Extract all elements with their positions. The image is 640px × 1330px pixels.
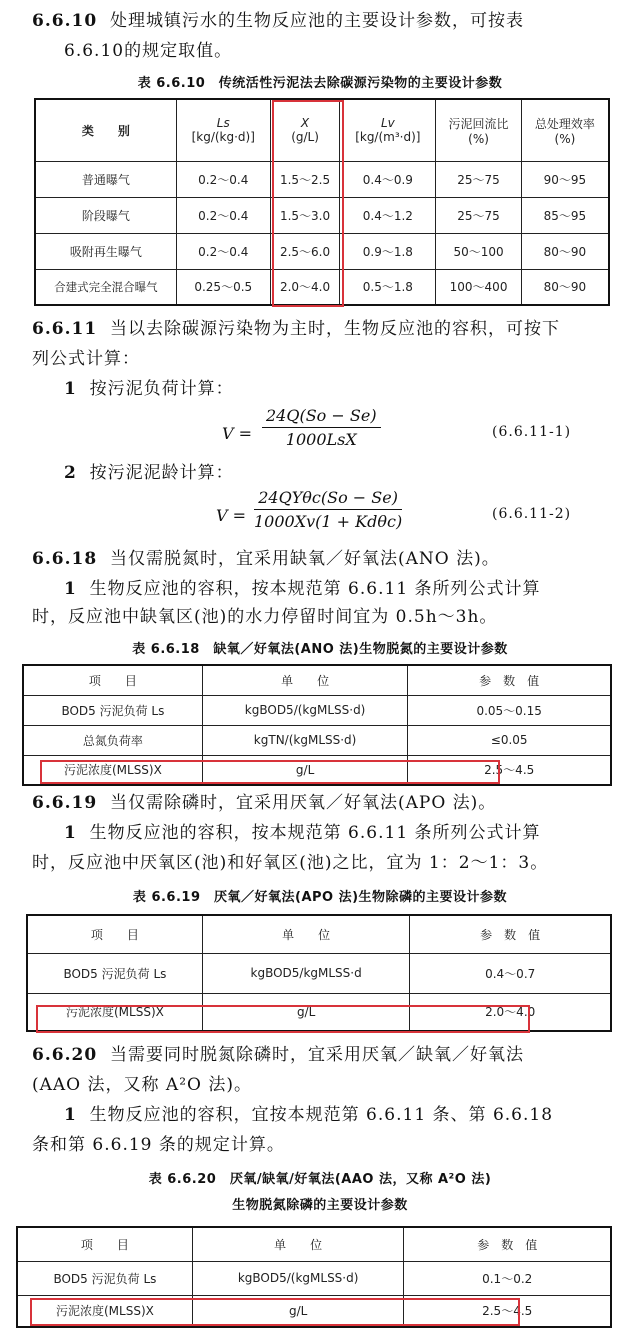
cell-lv: 0.4～0.9 bbox=[340, 161, 436, 197]
table-row bbox=[35, 269, 609, 305]
formula-1-denominator: 1000LsX bbox=[285, 430, 357, 449]
header-ls: Ls [kg/(kg·d)] bbox=[176, 99, 270, 161]
cell-item: 污泥浓度(MLSS)X bbox=[27, 993, 202, 1031]
table-header-row bbox=[23, 665, 611, 695]
header-return-ratio: 污泥回流比 (%) bbox=[436, 99, 522, 161]
section-number: 6.6.11 bbox=[32, 319, 98, 339]
table-caption: 表 6.6.20 厌氧/缺氧/好氧法(AAO 法，又称 A²O 法) bbox=[148, 1172, 492, 1187]
cell-ls: 0.2～0.4 bbox=[176, 233, 270, 269]
table-6-6-20 bbox=[16, 1226, 612, 1328]
cell-value: ≤0.05 bbox=[408, 725, 611, 755]
formula-2-numerator: 24QYθc(So − Se) bbox=[254, 488, 402, 510]
cell-x: 1.5～2.5 bbox=[270, 161, 340, 197]
cell-item: BOD5 污泥负荷 Ls bbox=[23, 695, 202, 725]
cell-type: 合建式完全混合曝气 bbox=[35, 269, 176, 305]
cell-type: 普通曝气 bbox=[35, 161, 176, 197]
cell-type: 阶段曝气 bbox=[35, 197, 176, 233]
header-item: 项 目 bbox=[23, 665, 202, 695]
cell-r: 25～75 bbox=[436, 197, 522, 233]
cell-r: 50～100 bbox=[436, 233, 522, 269]
cell-type: 吸附再生曝气 bbox=[35, 233, 176, 269]
cell-value: 0.1～0.2 bbox=[404, 1261, 611, 1295]
header-item: 项 目 bbox=[17, 1227, 192, 1261]
cell-ls: 0.25～0.5 bbox=[176, 269, 270, 305]
list-item: 1 按污泥负荷计算： bbox=[64, 379, 234, 399]
table-row bbox=[17, 1261, 611, 1295]
table-6-6-18 bbox=[22, 664, 612, 786]
table-header-row bbox=[17, 1227, 611, 1261]
cell-unit: g/L bbox=[202, 755, 408, 785]
table-row bbox=[23, 725, 611, 755]
list-item: 1 生物反应池的容积，按本规范第 6.6.11 条所列公式计算 bbox=[64, 823, 541, 843]
table-row bbox=[35, 161, 609, 197]
section-text: 当仅需除磷时，宜采用厌氧／好氧法(APO 法)。 bbox=[109, 793, 497, 813]
section-number: 6.6.20 bbox=[32, 1045, 98, 1065]
table-caption: 表 6.6.19 厌氧／好氧法(APO 法)生物除磷的主要设计参数 bbox=[132, 890, 508, 905]
section-number: 6.6.18 bbox=[32, 549, 98, 569]
cell-r: 25～75 bbox=[436, 161, 522, 197]
table-header-row bbox=[35, 99, 609, 161]
header-unit: 单 位 bbox=[202, 915, 410, 953]
section-text-cont: (AAO 法，又称 A²O 法)。 bbox=[32, 1075, 252, 1095]
formula-2-lhs: V = bbox=[216, 506, 247, 525]
section-6-6-18 bbox=[32, 546, 500, 572]
header-x: X (g/L) bbox=[270, 99, 340, 161]
section-6-6-10 bbox=[32, 8, 524, 34]
cell-unit: kgBOD5/kgMLSS·d bbox=[202, 953, 410, 993]
cell-unit: g/L bbox=[192, 1295, 404, 1327]
section-text: 当以去除碳源污染物为主时，生物反应池的容积，可按下 bbox=[109, 319, 560, 339]
cell-unit: kgBOD5/(kgMLSS·d) bbox=[192, 1261, 404, 1295]
cell-item: 污泥浓度(MLSS)X bbox=[23, 755, 202, 785]
section-number: 6.6.19 bbox=[32, 793, 98, 813]
section-text: 当仅需脱氮时，宜采用缺氧／好氧法(ANO 法)。 bbox=[109, 549, 500, 569]
table-row bbox=[27, 953, 611, 993]
section-6-6-11 bbox=[32, 316, 560, 342]
cell-r: 100～400 bbox=[436, 269, 522, 305]
cell-item: BOD5 污泥负荷 Ls bbox=[27, 953, 202, 993]
cell-unit: kgTN/(kgMLSS·d) bbox=[202, 725, 408, 755]
formula-1-lhs: V = bbox=[222, 424, 253, 443]
section-text: 当需要同时脱氮除磷时，宜采用厌氧／缺氧／好氧法 bbox=[109, 1045, 524, 1065]
cell-lv: 0.4～1.2 bbox=[340, 197, 436, 233]
table-header-row bbox=[27, 915, 611, 953]
cell-e: 80～90 bbox=[521, 233, 609, 269]
section-text: 处理城镇污水的生物反应池的主要设计参数，可按表 bbox=[109, 11, 524, 31]
cell-unit: kgBOD5/(kgMLSS·d) bbox=[202, 695, 408, 725]
cell-item: BOD5 污泥负荷 Ls bbox=[17, 1261, 192, 1295]
cell-e: 90～95 bbox=[521, 161, 609, 197]
cell-value: 2.5～4.5 bbox=[404, 1295, 611, 1327]
table-row bbox=[27, 993, 611, 1031]
cell-x: 1.5～3.0 bbox=[270, 197, 340, 233]
header-item: 项 目 bbox=[27, 915, 202, 953]
table-row bbox=[23, 755, 611, 785]
table-row bbox=[35, 197, 609, 233]
list-item: 2 按污泥泥龄计算： bbox=[64, 463, 234, 483]
header-type: 类 别 bbox=[35, 99, 176, 161]
table-caption: 表 6.6.18 缺氧／好氧法(ANO 法)生物脱氮的主要设计参数 bbox=[132, 642, 508, 657]
header-value: 参 数 值 bbox=[410, 915, 611, 953]
section-number: 6.6.10 bbox=[32, 11, 98, 31]
cell-e: 80～90 bbox=[521, 269, 609, 305]
header-lv: Lv [kg/(m³·d)] bbox=[340, 99, 436, 161]
table-row bbox=[17, 1295, 611, 1327]
cell-x: 2.0～4.0 bbox=[270, 269, 340, 305]
section-6-6-20 bbox=[32, 1042, 524, 1068]
table-6-6-19 bbox=[26, 914, 612, 1032]
cell-e: 85～95 bbox=[521, 197, 609, 233]
formula-2-tag: (6.6.11-2) bbox=[492, 506, 572, 522]
table-caption: 表 6.6.10 传统活性污泥法去除碳源污染物的主要设计参数 bbox=[137, 76, 503, 91]
table-row bbox=[35, 233, 609, 269]
cell-value: 2.0～4.0 bbox=[410, 993, 611, 1031]
list-item-cont: 时，反应池中缺氧区(池)的水力停留时间宜为 0.5h～3h。 bbox=[32, 607, 498, 627]
section-text-cont: 6.6.10的规定取值。 bbox=[64, 41, 233, 61]
header-efficiency: 总处理效率 (%) bbox=[521, 99, 609, 161]
cell-value: 0.4～0.7 bbox=[410, 953, 611, 993]
cell-value: 0.05～0.15 bbox=[408, 695, 611, 725]
list-item: 1 生物反应池的容积，按本规范第 6.6.11 条所列公式计算 bbox=[64, 579, 541, 599]
formula-2-fraction bbox=[254, 488, 402, 531]
section-6-6-19 bbox=[32, 790, 496, 816]
formula-1-tag: (6.6.11-1) bbox=[492, 424, 572, 440]
cell-unit: g/L bbox=[202, 993, 410, 1031]
cell-ls: 0.2～0.4 bbox=[176, 161, 270, 197]
table-6-6-10 bbox=[34, 98, 610, 306]
cell-lv: 0.9～1.8 bbox=[340, 233, 436, 269]
cell-ls: 0.2～0.4 bbox=[176, 197, 270, 233]
list-item-cont: 条和第 6.6.19 条的规定计算。 bbox=[32, 1135, 285, 1155]
header-unit: 单 位 bbox=[192, 1227, 404, 1261]
formula-1-fraction bbox=[262, 406, 381, 449]
header-unit: 单 位 bbox=[202, 665, 408, 695]
header-value: 参 数 值 bbox=[408, 665, 611, 695]
cell-item: 污泥浓度(MLSS)X bbox=[17, 1295, 192, 1327]
list-item: 1 生物反应池的容积，宜按本规范第 6.6.11 条、第 6.6.18 bbox=[64, 1105, 554, 1125]
cell-lv: 0.5～1.8 bbox=[340, 269, 436, 305]
cell-item: 总氮负荷率 bbox=[23, 725, 202, 755]
header-value: 参 数 值 bbox=[404, 1227, 611, 1261]
table-caption-line2: 生物脱氮除磷的主要设计参数 bbox=[232, 1198, 408, 1213]
cell-x: 2.5～6.0 bbox=[270, 233, 340, 269]
table-row bbox=[23, 695, 611, 725]
cell-value: 2.5～4.5 bbox=[408, 755, 611, 785]
section-text-cont: 列公式计算： bbox=[32, 349, 140, 369]
formula-1-numerator: 24Q(So − Se) bbox=[262, 406, 381, 428]
formula-2-denominator: 1000Xv(1 + Kdθc) bbox=[254, 512, 403, 531]
list-item-cont: 时，反应池中厌氧区(池)和好氧区(池)之比，宜为 1：2～1：3。 bbox=[32, 853, 549, 873]
